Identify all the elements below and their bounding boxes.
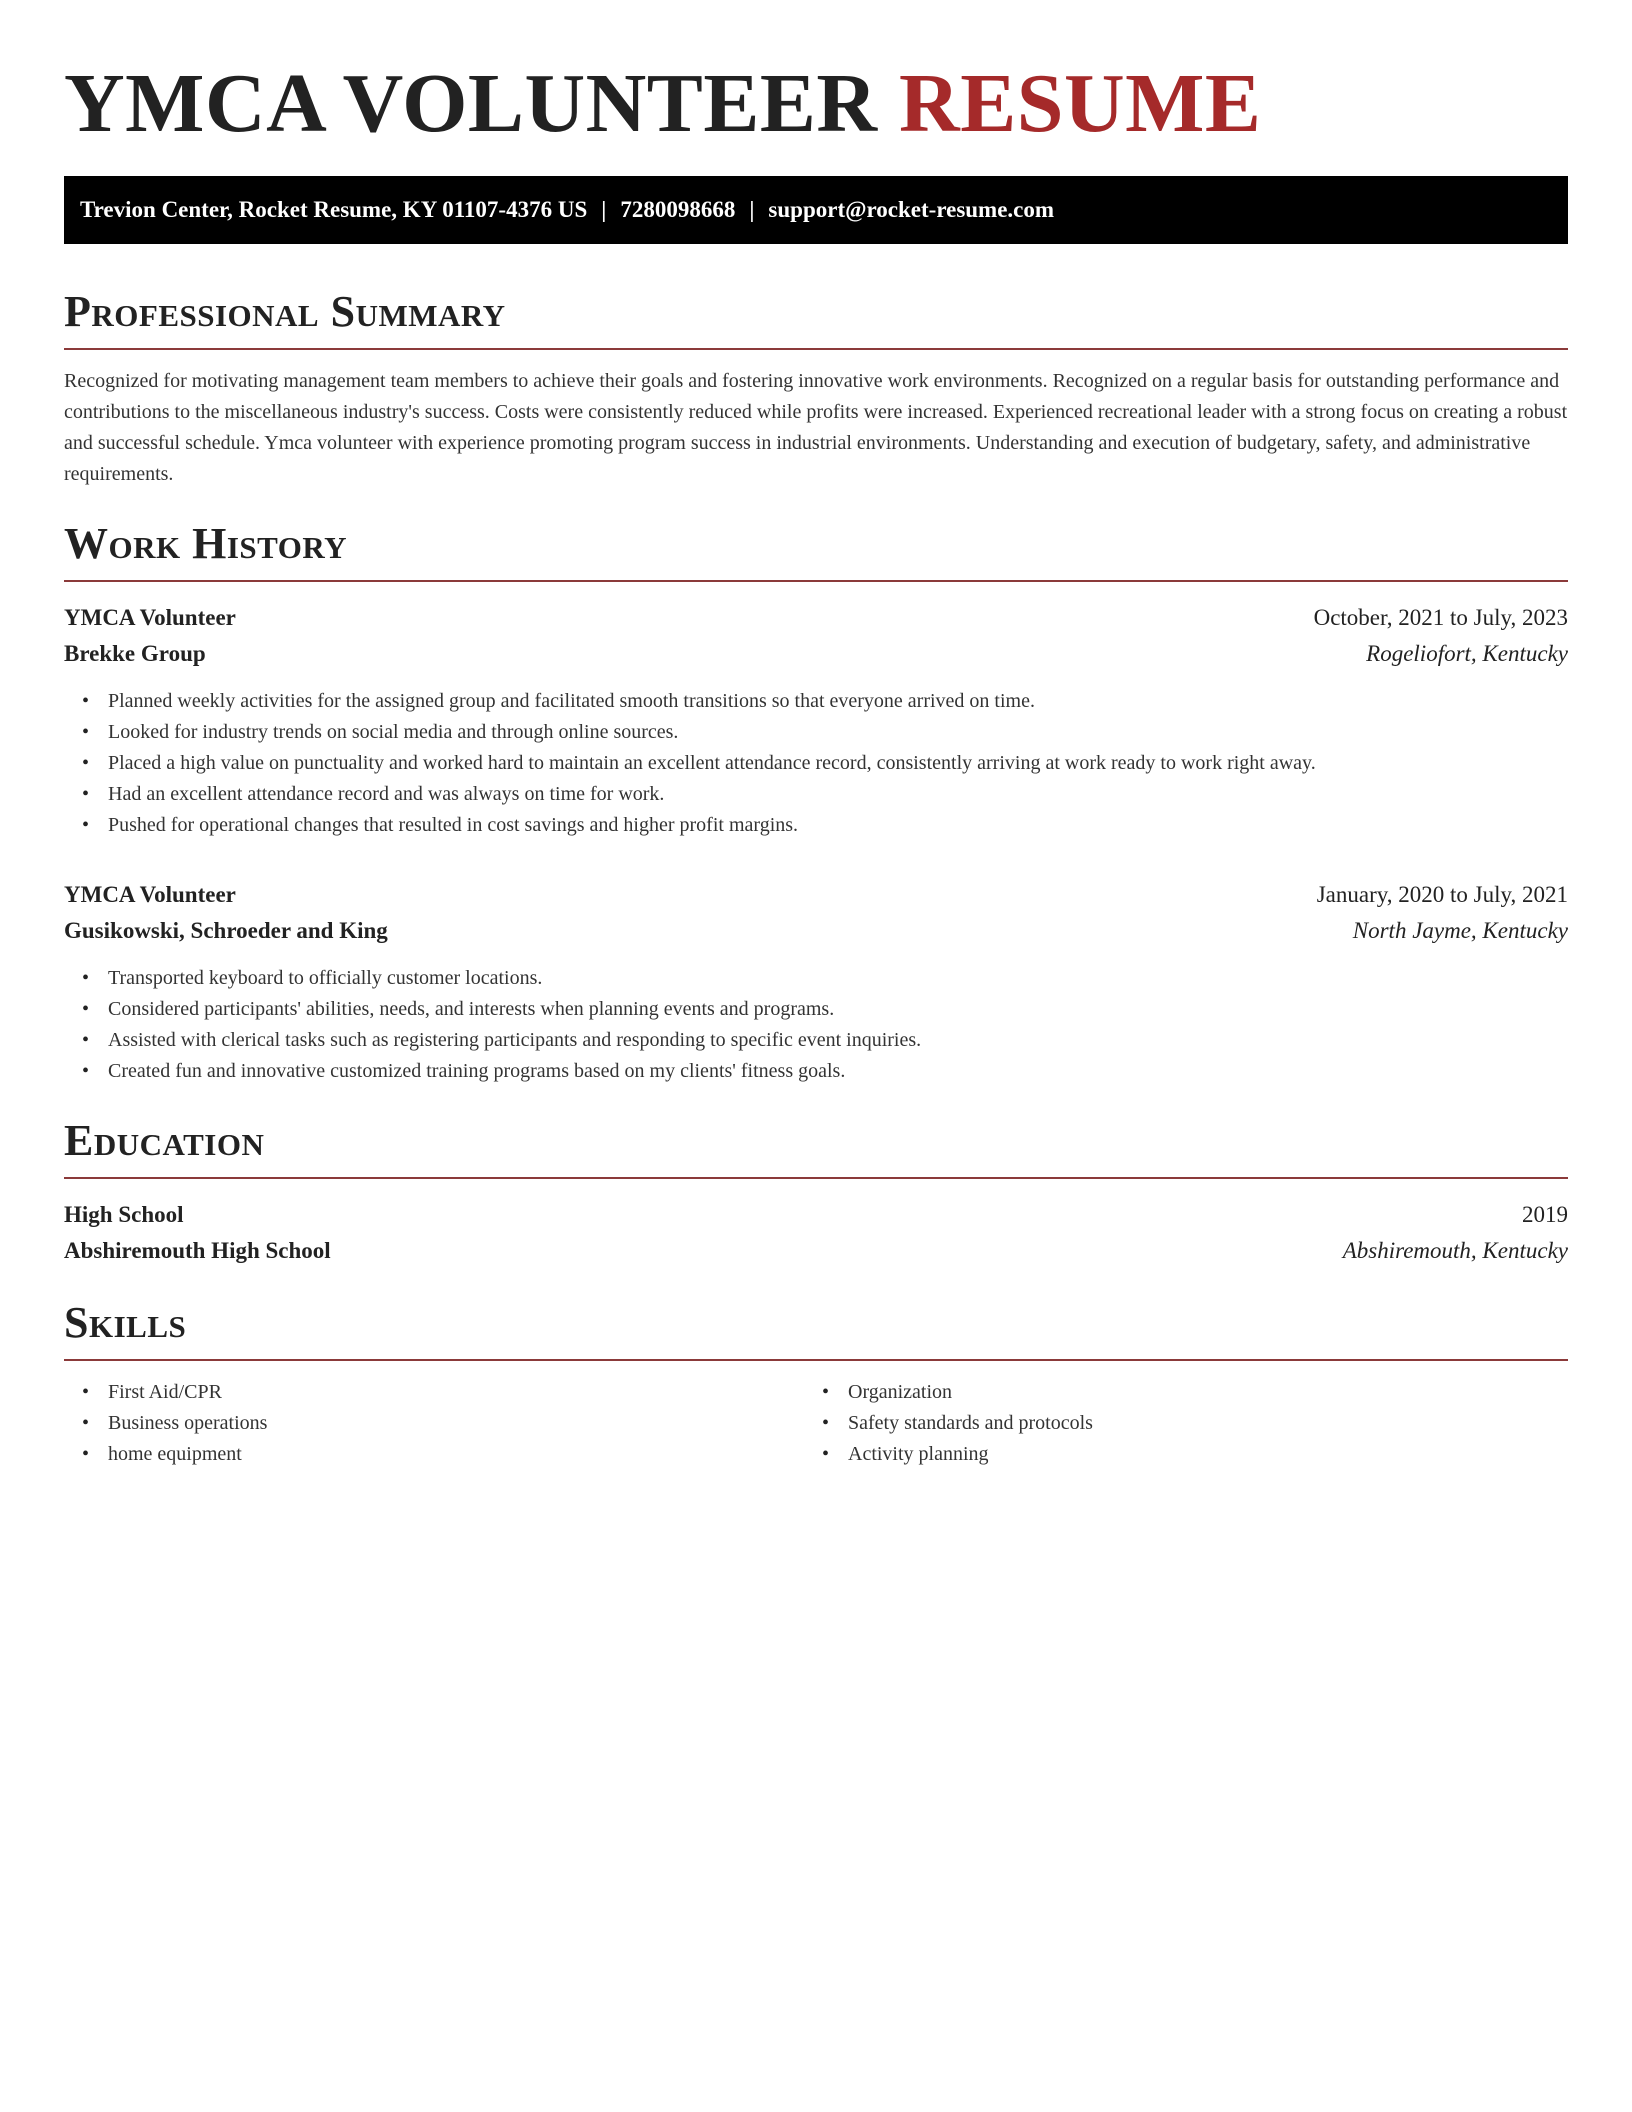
job-title: YMCA Volunteer [64, 882, 236, 907]
education-degree: High School [64, 1202, 184, 1227]
job-duty: • Pushed for operational changes that resulted in cost savings and higher profit margins. [82, 810, 1568, 841]
skills-heading: Skills [64, 1295, 1568, 1361]
title-accent: RESUME [899, 57, 1262, 150]
work-history-heading: Work History [64, 516, 1568, 582]
job-duty: • Placed a high value on punctuality and worked hard to maintain an excellent attendance record, consistently arriving at work ready to work right away. [82, 748, 1568, 779]
resume-title [64, 56, 1568, 152]
resume-page [64, 0, 1568, 1470]
education-year: 2019 [1522, 1202, 1568, 1227]
skill-item: • Safety standards and protocols [822, 1408, 1544, 1439]
job-duty: • Planned weekly activities for the assigned group and facilitated smooth transitions so that everyone arrived on time. [82, 686, 1568, 717]
job-header-row [64, 877, 1568, 913]
skill-item: • Business operations [82, 1408, 804, 1439]
job-location: North Jayme, Kentucky [1352, 918, 1568, 943]
contact-address: Trevion Center, Rocket Resume, KY 01107-4376 US [80, 197, 588, 222]
job-dates: October, 2021 to July, 2023 [1313, 605, 1568, 630]
job-duties-list [64, 686, 1568, 841]
education-degree-row [64, 1197, 1568, 1233]
job-duty: • Had an excellent attendance record and was always on time for work. [82, 779, 1568, 810]
job-duties-list [64, 963, 1568, 1087]
job-dates: January, 2020 to July, 2021 [1316, 882, 1568, 907]
job-duty: • Looked for industry trends on social media and through online sources. [82, 717, 1568, 748]
summary-heading: Professional Summary [64, 284, 1568, 350]
education-school-row [64, 1233, 1568, 1269]
education-location: Abshiremouth, Kentucky [1342, 1238, 1568, 1263]
summary-text: Recognized for motivating management team members to achieve their goals and fostering innovative work environments. Recognized on a regular basis for outstanding performance and contributions to the miscellaneous industry's success. Costs were consistently reduced while profits were increased. Experienced recreational leader with a strong focus on creating a robust and successful schedule. Ymca volunteer with experience promoting program success in industrial environments. Understanding and execution of budgetary, safety, and administrative requirements. [64, 370, 1568, 485]
job-duty: • Assisted with clerical tasks such as registering participants and responding to specific event inquiries. [82, 1025, 1568, 1056]
job-entry [64, 600, 1568, 841]
education-school: Abshiremouth High School [64, 1238, 331, 1263]
job-duty: • Created fun and innovative customized training programs based on my clients' fitness goals. [82, 1056, 1568, 1087]
job-location: Rogeliofort, Kentucky [1366, 641, 1568, 666]
contact-email[interactable]: support@rocket-resume.com [768, 197, 1055, 222]
job-company-row [64, 636, 1568, 672]
skill-item: • First Aid/CPR [82, 1377, 804, 1408]
job-entry [64, 877, 1568, 1087]
education-entry [64, 1197, 1568, 1269]
title-main: YMCA VOLUNTEER [64, 57, 878, 150]
contact-bar [64, 176, 1568, 244]
skill-item: • Organization [822, 1377, 1544, 1408]
job-title: YMCA Volunteer [64, 605, 236, 630]
skills-grid [64, 1377, 1568, 1470]
job-company: Gusikowski, Schroeder and King [64, 918, 388, 943]
education-heading: Education [64, 1113, 1568, 1179]
contact-separator: | [749, 197, 755, 222]
contact-phone: 7280098668 [620, 197, 736, 222]
skills-list-right [804, 1377, 1544, 1470]
skill-item: • home equipment [82, 1439, 804, 1470]
job-company-row [64, 913, 1568, 949]
skills-list-left [64, 1377, 804, 1470]
skill-item: • Activity planning [822, 1439, 1544, 1470]
job-header-row [64, 600, 1568, 636]
job-duty: • Transported keyboard to officially customer locations. [82, 963, 1568, 994]
job-duty: • Considered participants' abilities, needs, and interests when planning events and programs. [82, 994, 1568, 1025]
job-company: Brekke Group [64, 641, 206, 666]
contact-separator: | [601, 197, 607, 222]
